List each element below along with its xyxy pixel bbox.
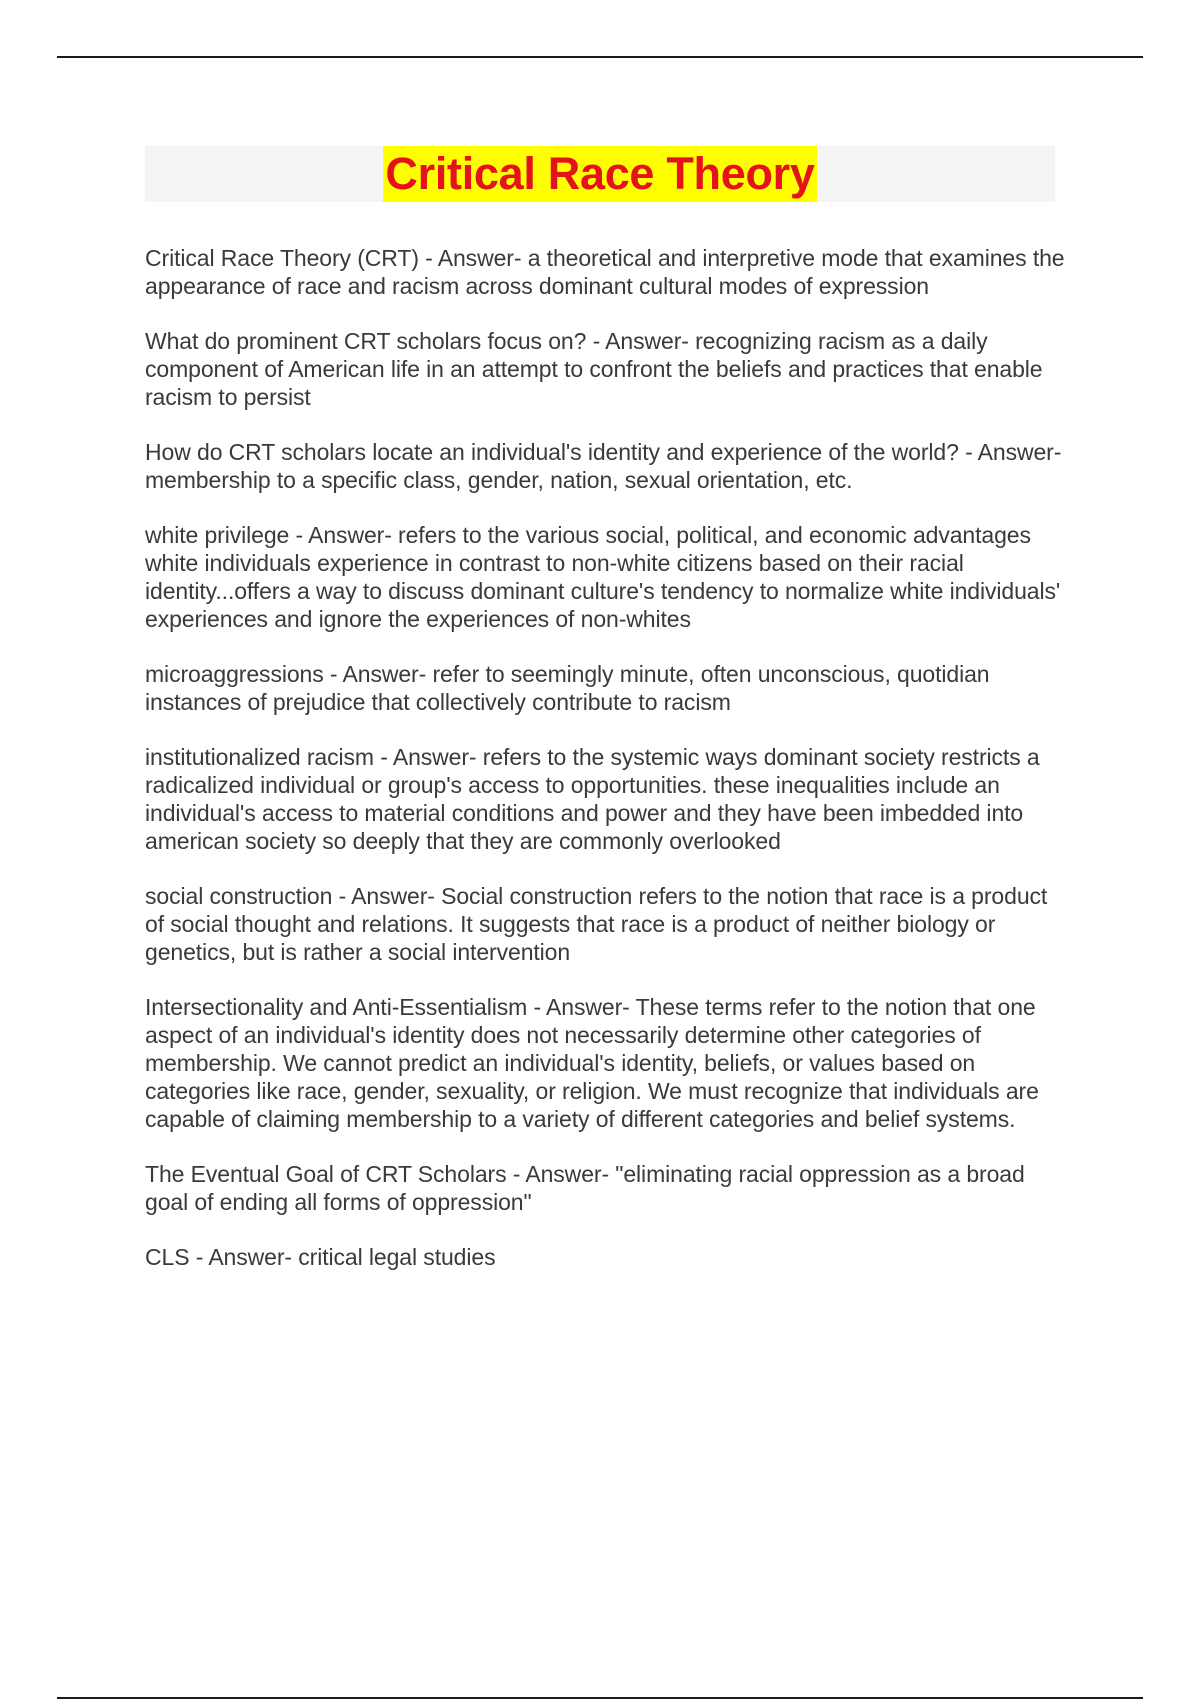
- bottom-rule: [57, 1697, 1143, 1699]
- qa-entry: How do CRT scholars locate an individual's identity and experience of the world? - Answer- membership to a specific class, gender, nation, sexual orientation, etc.: [145, 439, 1062, 493]
- qa-entry: Intersectionality and Anti-Essentialism - Answer- These terms refer to the notion that one aspect of an individual's identity does not necessarily determine other categories of membership. We cannot predict an individual's identity, beliefs, or values based on categories like race, gender, sexuality, or religion. We must recognize that individuals are capable of claiming membership to a variety of different categories and belief systems.: [145, 994, 1039, 1132]
- qa-entry: What do prominent CRT scholars focus on? - Answer- recognizing racism as a daily component of American life in an attempt to confront the beliefs and practices that enable racism to persist: [145, 328, 1043, 410]
- top-rule: [57, 56, 1143, 58]
- qa-entry: institutionalized racism - Answer- refers to the systemic ways dominant society restricts a radicalized individual or group's access to opportunities. these inequalities include an individual's access to material conditions and power and they have been imbedded into american society so deeply that they are commonly overlooked: [145, 744, 1040, 854]
- title-banner: [145, 146, 1055, 202]
- qa-entry: social construction - Answer- Social construction refers to the notion that race is a product of social thought and relations. It suggests that race is a product of neither biology or genetics, but is rather a social intervention: [145, 883, 1048, 965]
- qa-list: [145, 244, 1065, 1298]
- qa-entry: The Eventual Goal of CRT Scholars - Answer- "eliminating racial oppression as a broad goal of ending all forms of oppression": [145, 1161, 1025, 1215]
- qa-entry: white privilege - Answer- refers to the various social, political, and economic advantages white individuals experience in contrast to non-white citizens based on their racial identity...offers a way to discuss dominant culture's tendency to normalize white individuals' experiences and ignore the experiences of non-whites: [145, 522, 1061, 632]
- page-title: Critical Race Theory: [383, 146, 816, 202]
- qa-entry: microaggressions - Answer- refer to seemingly minute, often unconscious, quotidian instances of prejudice that collectively contribute to racism: [145, 661, 990, 715]
- qa-entry: Critical Race Theory (CRT) - Answer- a theoretical and interpretive mode that examines the appearance of race and racism across dominant cultural modes of expression: [145, 245, 1065, 299]
- qa-entry: CLS - Answer- critical legal studies: [145, 1244, 496, 1270]
